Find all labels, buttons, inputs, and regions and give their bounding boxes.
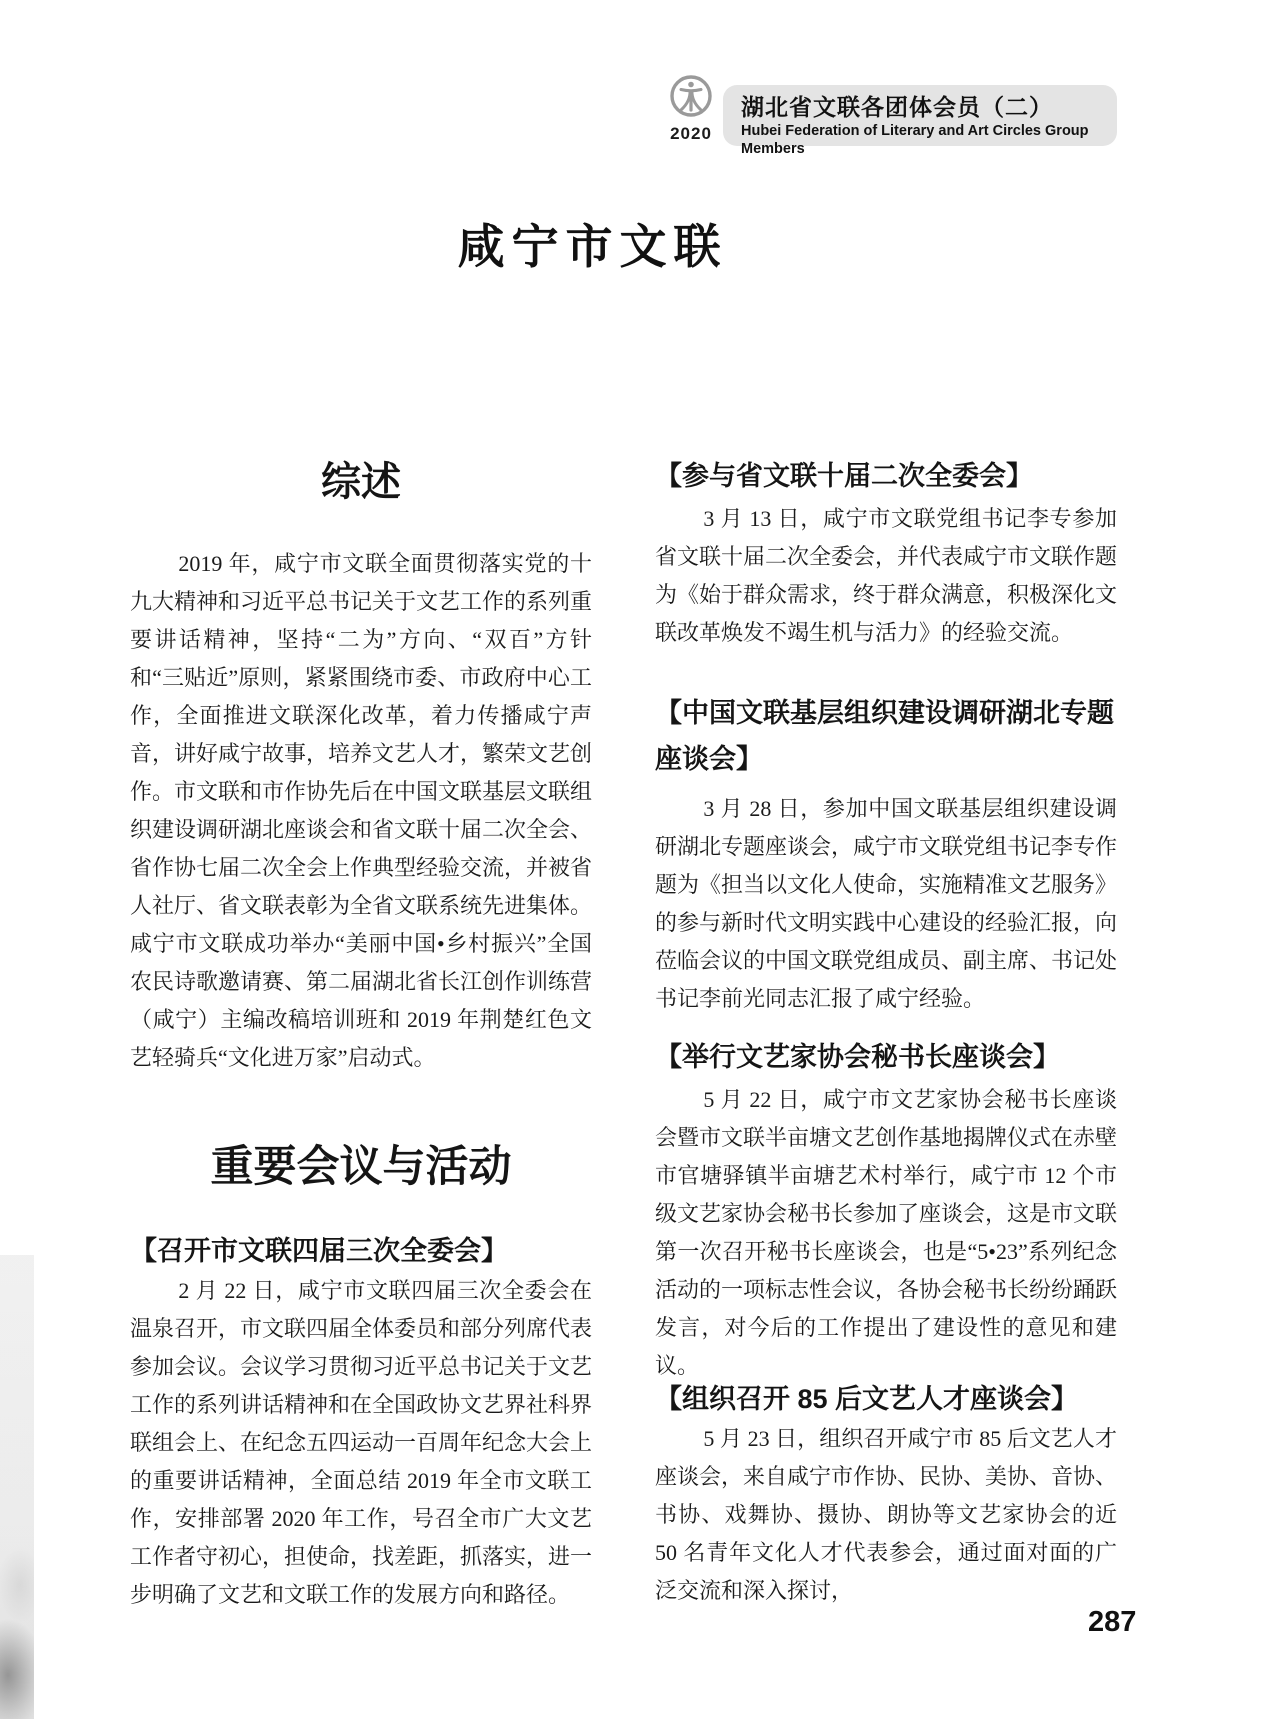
overview-paragraph: 2019 年，咸宁市文联全面贯彻落实党的十九大精神和习近平总书记关于文艺工作的系列重要讲话精神，坚持“二为”方向、“双百”方针和“三贴近”原则，紧紧围绕市委、市政府中心工作，全面推进文联深化改革，着力传播咸宁声音，讲好咸宁故事，培养文艺人才，繁荣文艺创作。市文联和市作协先后在中国文联基层文联组织建设调研湖北座谈会和省文联十届二次全会、省作协七届二次全会上作典型经验交流，并被省人社厅、省文联表彰为全省文联系统先进集体。咸宁市文联成功举办“美丽中国•乡村振兴”全国农民诗歌邀请赛、第二届湖北省长江创作训练营（咸宁）主编改稿培训班和 2019 年荆楚红色文艺轻骑兵“文化进万家”启动式。 bbox=[130, 551, 593, 1070]
page-title: 咸宁市文联 bbox=[457, 222, 728, 274]
logo-year-label: 2020 bbox=[670, 124, 712, 143]
section-body: 3 月 28 日，参加中国文联基层组织建设调研湖北专题座谈会，咸宁市文联党组书记李专作题为《担当以文化人使命，实施精准文艺服务》的参与新时代文明实践中心建设的经验汇报，向莅临会议的中国文联党组成员、副主席、书记处书记李前光同志汇报了咸宁经验。 bbox=[655, 796, 1118, 1011]
banner-title-cn: 湖北省文联各团体会员（二） bbox=[741, 94, 1053, 120]
section-body: 2 月 22 日，咸宁市文联四届三次全委会在温泉召开，市文联四届全体委员和部分列席代表参加会议。会议学习贯彻习近平总书记关于文艺工作的系列讲话精神和在全国政协文艺界社科界联组会上、在纪念五四运动一百周年纪念大会上的重要讲话精神，全面总结 2019 年全市文联工作，安排部署 2020 年工作，号召全市广大文艺工作者守初心，担使命，找差距，抓落实，进一步明确了文艺和文联工作的发展方向和路径。 bbox=[130, 1278, 593, 1607]
overview-heading: 综述 bbox=[321, 460, 401, 504]
header-logo-block bbox=[648, 74, 734, 144]
section-heading: 【参与省文联十届二次全委会】 bbox=[655, 461, 1033, 491]
federation-logo-icon bbox=[669, 105, 713, 122]
section-body: 5 月 22 日，咸宁市文艺家协会秘书长座谈会暨市文联半亩塘文艺创作基地揭牌仪式在赤壁市官塘驿镇半亩塘艺术村举行，咸宁市 12 个市级文艺家协会秘书长参加了座谈会，这是市文联第一次召开秘书长座谈会，也是“5•23”系列纪念活动的一项标志性会议，各协会秘书长纷纷踊跃发言，对今后的工作提出了建设性的意见和建议。 bbox=[655, 1087, 1118, 1378]
section-body: 5 月 23 日，组织召开咸宁市 85 后文艺人才座谈会，来自咸宁市作协、民协、美协、音协、书协、戏舞协、摄协、朗协等文艺家协会的近 50 名青年文化人才代表参会，通过面对面的广泛交流和深入探讨， bbox=[655, 1426, 1118, 1603]
banner-subtitle-en: Hubei Federation of Literary and Art Circles Group Members bbox=[741, 123, 1089, 157]
section-heading: 【举行文艺家协会秘书长座谈会】 bbox=[655, 1042, 1060, 1072]
section-heading: 【组织召开 85 后文艺人才座谈会】 bbox=[655, 1384, 1079, 1414]
section-heading: 【中国文联基层组织建设调研湖北专题座谈会】 bbox=[655, 698, 1114, 774]
corner-artwork bbox=[0, 1255, 34, 1719]
section-heading: 【召开市文联四届三次全委会】 bbox=[130, 1236, 508, 1266]
header-banner bbox=[723, 85, 1117, 157]
section-body: 3 月 13 日，咸宁市文联党组书记李专参加省文联十届二次全委会，并代表咸宁市文联作题为《始于群众需求，终于群众满意，积极深化文联改革焕发不竭生机与活力》的经验交流。 bbox=[655, 506, 1118, 645]
activities-heading: 重要会议与活动 bbox=[210, 1143, 512, 1191]
page-number: 287 bbox=[1088, 1606, 1137, 1638]
